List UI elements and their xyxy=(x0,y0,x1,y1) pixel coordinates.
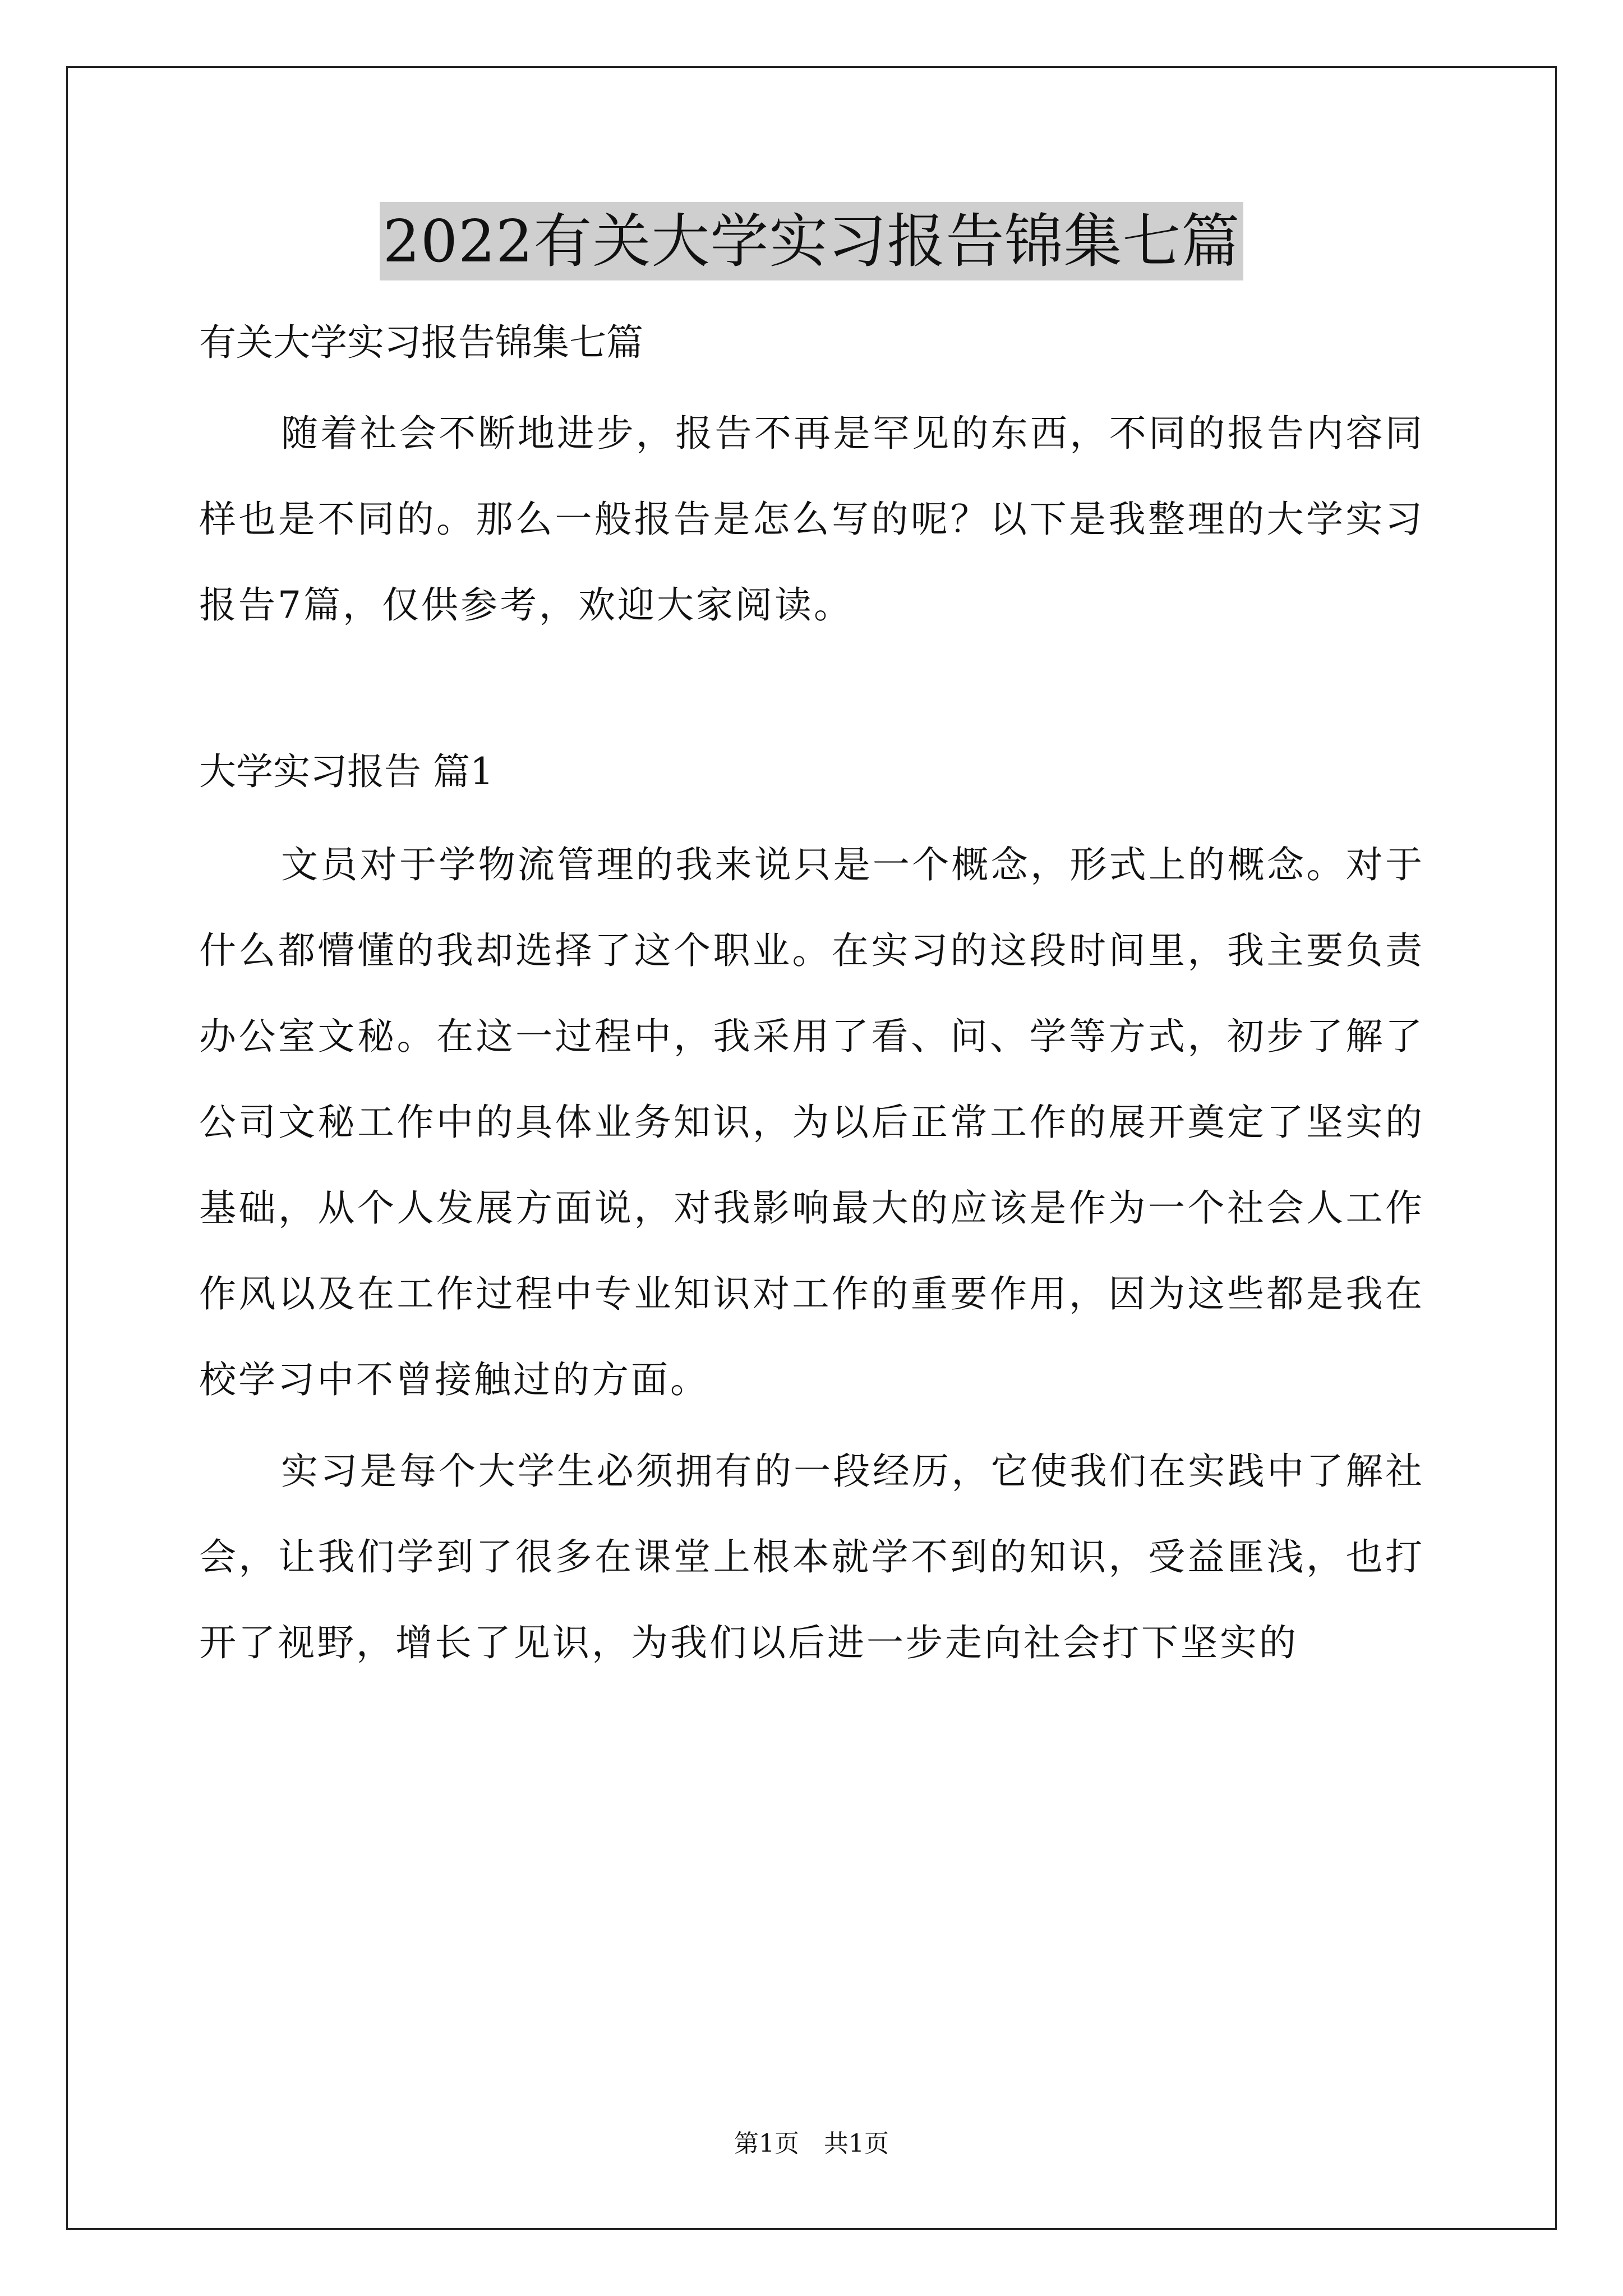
intro-paragraph: 随着社会不断地进步，报告不再是罕见的东西，不同的报告内容同样也是不同的。那么一般报告是怎么写的呢？以下是我整理的大学实习报告7篇，仅供参考，欢迎大家阅读。 xyxy=(199,412,1424,627)
document-body xyxy=(199,303,1424,1691)
body-paragraph-2: 实习是每个大学生必须拥有的一段经历，它使我们在实践中了解社会，让我们学到了很多在课堂上根本就学不到的知识，受益匪浅，也打开了视野，增长了见识，为我们以后进一步走向社会打下坚实的 xyxy=(199,1450,1424,1664)
body-paragraph-1: 文员对于学物流管理的我来说只是一个概念，形式上的概念。对于什么都懵懂的我却选择了这个职业。在实习的这段时间里，我主要负责办公室文秘。在这一过程中，我采用了看、问、学等方式，初步了解了公司文秘工作中的具体业务知识，为以后正常工作的展开奠定了坚实的基础，从个人发展方面说，对我影响最大的应该是作为一个社会人工作作风以及在工作过程中专业知识对工作的重要作用，因为这些都是我在校学习中不曾接触过的方面。 xyxy=(199,843,1424,1401)
section-heading: 大学实习报告 篇1 xyxy=(199,750,494,793)
title-container xyxy=(0,202,1623,280)
page-footer: 第1页 共1页 xyxy=(734,2129,889,2158)
document-title: 2022有关大学实习报告锦集七篇 xyxy=(380,202,1244,280)
document-subtitle: 有关大学实习报告锦集七篇 xyxy=(199,321,643,364)
